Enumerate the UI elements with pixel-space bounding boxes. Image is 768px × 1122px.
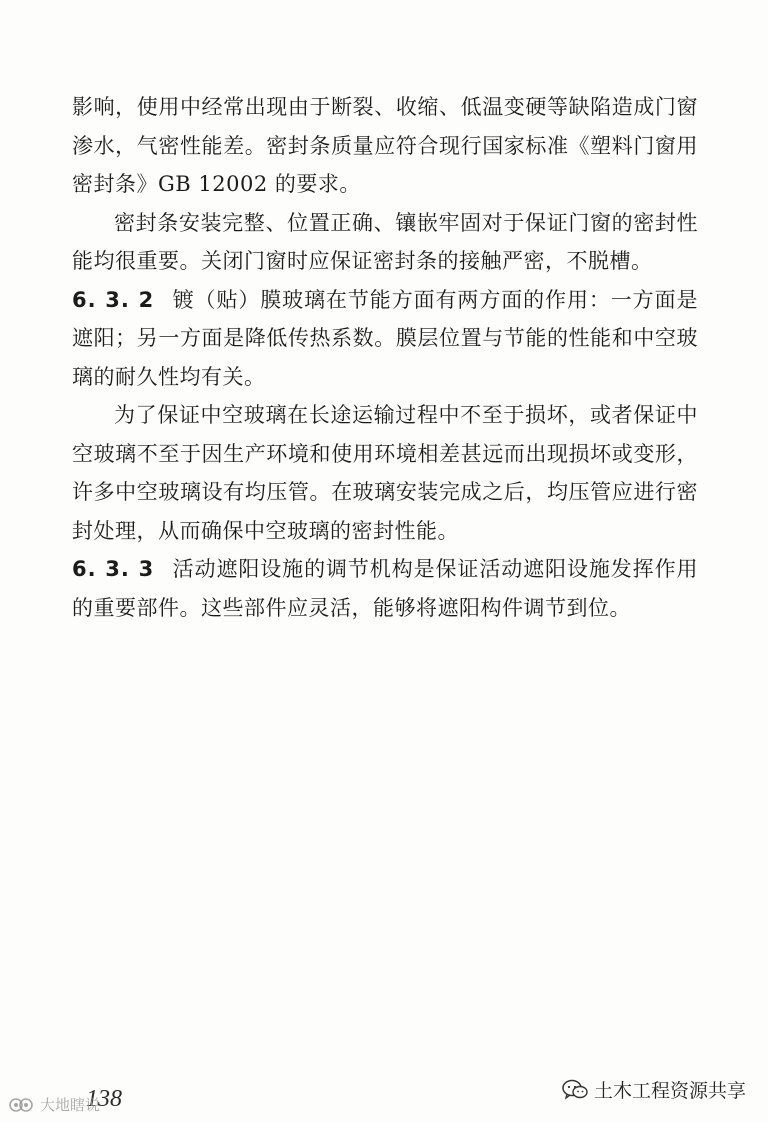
watermark-right-text: 土木工程资源共享 (593, 1080, 746, 1102)
paragraph-text: 密封条安装完整、位置正确、镶嵌牢固对于保证门窗的密封性能均很重要。关闭门窗时应保证密封条的接触严密，不脱槽。 (72, 210, 698, 273)
paragraph-2 (72, 204, 698, 281)
watermark-right (562, 1076, 746, 1103)
paragraph-text: 镀（贴）膜玻璃在节能方面有两方面的作用：一方面是遮阳；另一方面是降低传热系数。膜层位置与节能的性能和中空玻璃的耐久性均有关。 (72, 287, 698, 389)
wechat-icon (562, 1079, 588, 1101)
paragraph-text: 影响，使用中经常出现由于断裂、收缩、低温变硬等缺陷造成门窗渗水，气密性能差。密封条质量应符合现行国家标准《塑料门窗用密封条》GB 12002 的要求。 (72, 95, 698, 196)
paragraph-1 (72, 88, 698, 204)
clause-6-3-3 (72, 550, 698, 627)
clause-number: 6. 3. 2 (72, 287, 155, 312)
paragraph-4 (72, 396, 698, 550)
clause-6-3-2 (72, 281, 698, 397)
paragraph-text: 为了保证中空玻璃在长途运输过程中不至于损坏，或者保证中空玻璃不至于因生产环境和使用环境相差甚远而出现损坏或变形，许多中空玻璃设有均压管。在玻璃安装完成之后，均压管应进行密封处理，从而确保中空玻璃的密封性能。 (72, 403, 698, 543)
watermark-left-text: 大地瞎说 (40, 1096, 101, 1114)
watermark-left (8, 1094, 100, 1115)
paragraph-text: 活动遮阳设施的调节机构是保证活动遮阳设施发挥作用的重要部件。这些部件应灵活，能够将遮阳构件调节到位。 (72, 557, 698, 620)
page-number: 138 (86, 1086, 122, 1112)
document-body (72, 88, 698, 627)
clause-number: 6. 3. 3 (72, 557, 155, 581)
camera-logo-icon (8, 1095, 36, 1115)
